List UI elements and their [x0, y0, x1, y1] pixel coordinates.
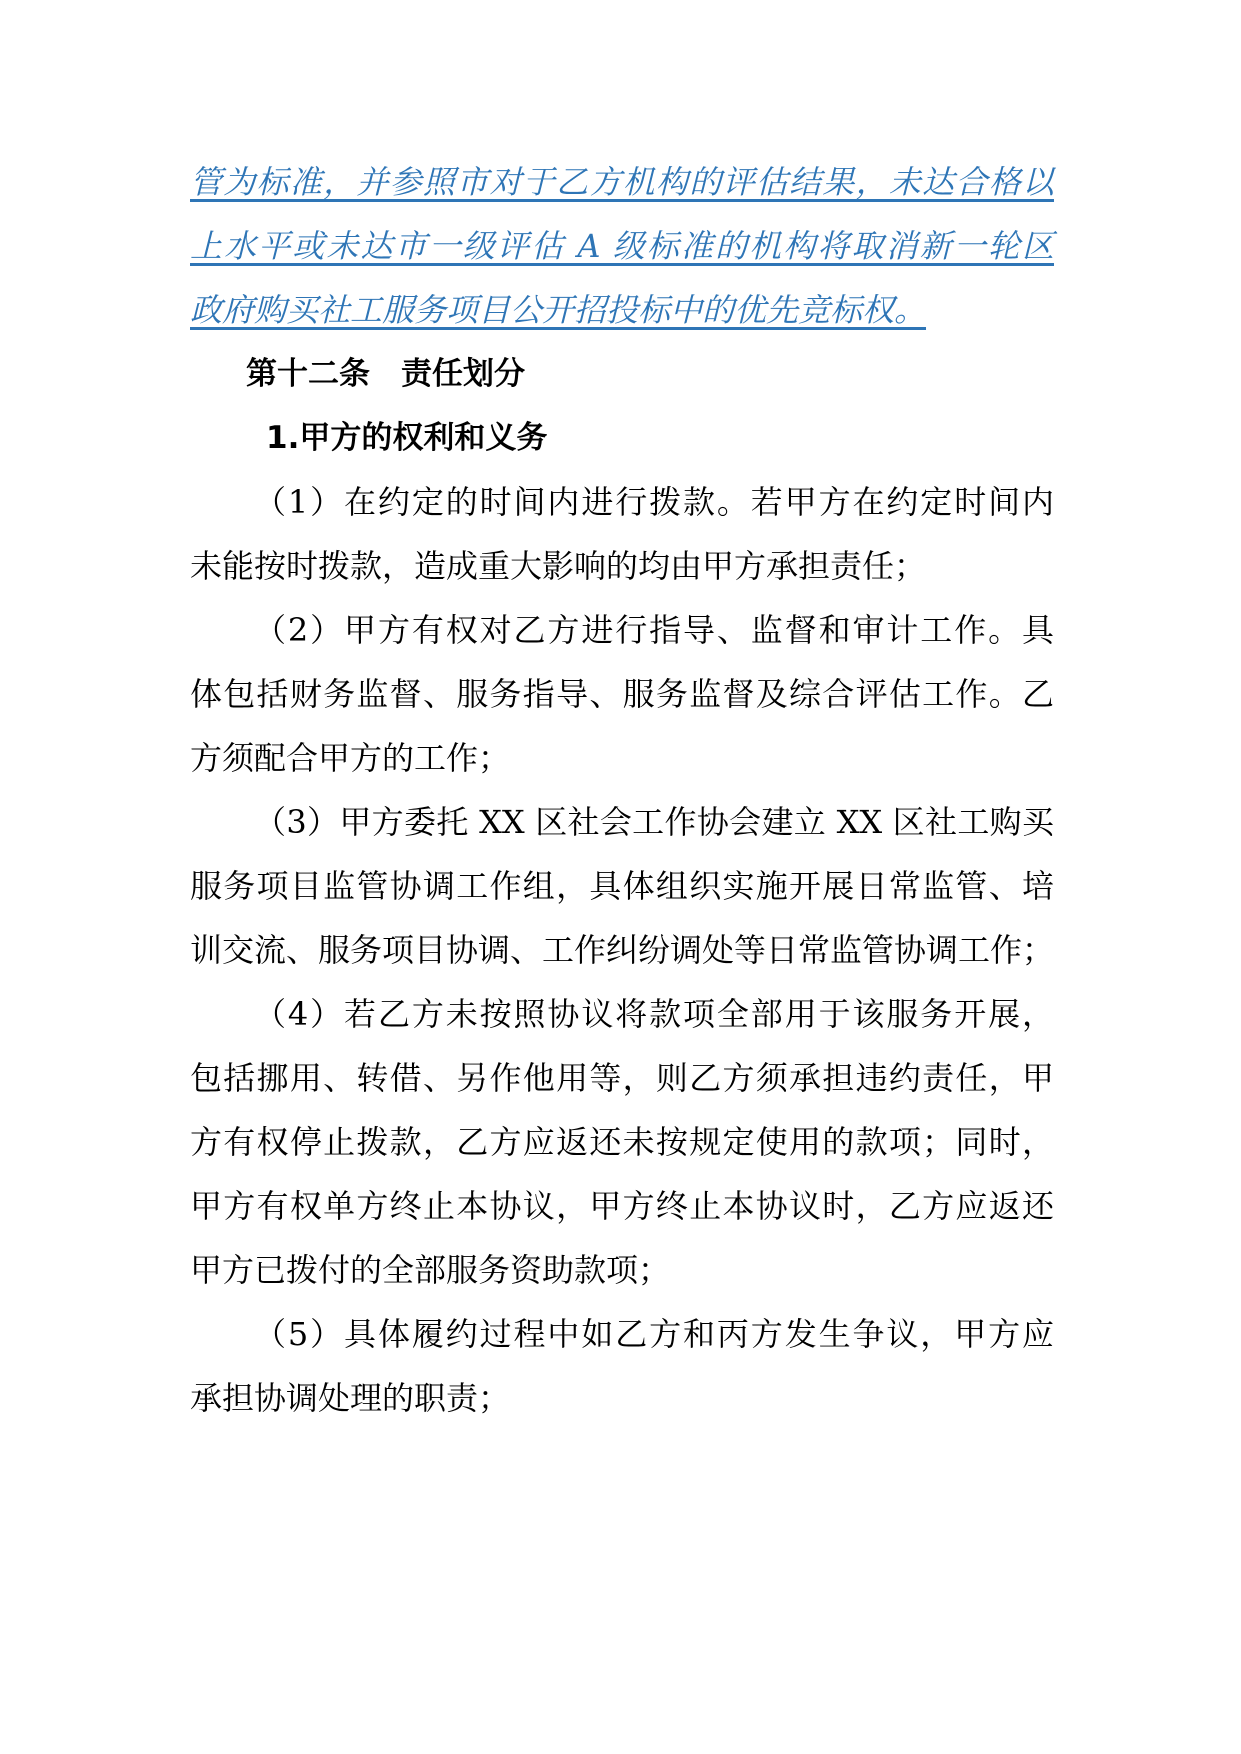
revised-line: 管为标准，并参照市对于乙方机构的评估结果，未达合格以 — [190, 163, 1054, 201]
article-title: 第十二条 责任划分 — [246, 356, 525, 392]
revised-line: 上水平或未达市一级评估 A 级标准的机构将取消新一轮区 — [190, 227, 1054, 265]
paragraph-line: （3）甲方委托 XX 区社会工作协会建立 XX 区社工购买 — [254, 803, 1054, 841]
paragraph-line: 包括挪用、转借、另作他用等，则乙方须承担违约责任，甲 — [190, 1059, 1054, 1097]
paragraph-line: （2）甲方有权对乙方进行指导、监督和审计工作。具 — [254, 611, 1054, 649]
paragraph-line: （5）具体履约过程中如乙方和丙方发生争议，甲方应 — [254, 1315, 1054, 1353]
section-title: 1.甲方的权利和义务 — [266, 420, 548, 456]
paragraph-line: 甲方有权单方终止本协议，甲方终止本协议时，乙方应返还 — [190, 1187, 1054, 1225]
paragraph-line: 方须配合甲方的工作； — [190, 739, 511, 777]
revised-line: 政府购买社工服务项目公开招投标中的优先竞标权。 — [190, 291, 927, 329]
paragraph-line: （4）若乙方未按照协议将款项全部用于该服务开展， — [254, 995, 1054, 1033]
item-4 — [190, 982, 1054, 1302]
item-2 — [190, 598, 1054, 790]
paragraph-line: 服务项目监管协调工作组，具体组织实施开展日常监管、培 — [190, 867, 1054, 905]
paragraph-line: 方有权停止拨款，乙方应返还未按规定使用的款项；同时， — [190, 1123, 1054, 1161]
paragraph-line: 训交流、服务项目协调、工作纠纷调处等日常监管协调工作； — [190, 931, 1055, 969]
paragraph-line: 体包括财务监督、服务指导、服务监督及综合评估工作。乙 — [190, 675, 1054, 713]
document-body — [190, 150, 1054, 1430]
item-3 — [190, 790, 1054, 982]
item-1 — [190, 470, 1054, 598]
revised-clause — [190, 150, 1054, 342]
item-5 — [190, 1302, 1054, 1430]
paragraph-line: 甲方已拨付的全部服务资助款项； — [190, 1251, 671, 1289]
paragraph-line: 承担协调处理的职责； — [190, 1379, 511, 1417]
paragraph-line: （1）在约定的时间内进行拨款。若甲方在约定时间内 — [254, 483, 1054, 521]
paragraph-line: 未能按时拨款，造成重大影响的均由甲方承担责任； — [190, 547, 927, 585]
